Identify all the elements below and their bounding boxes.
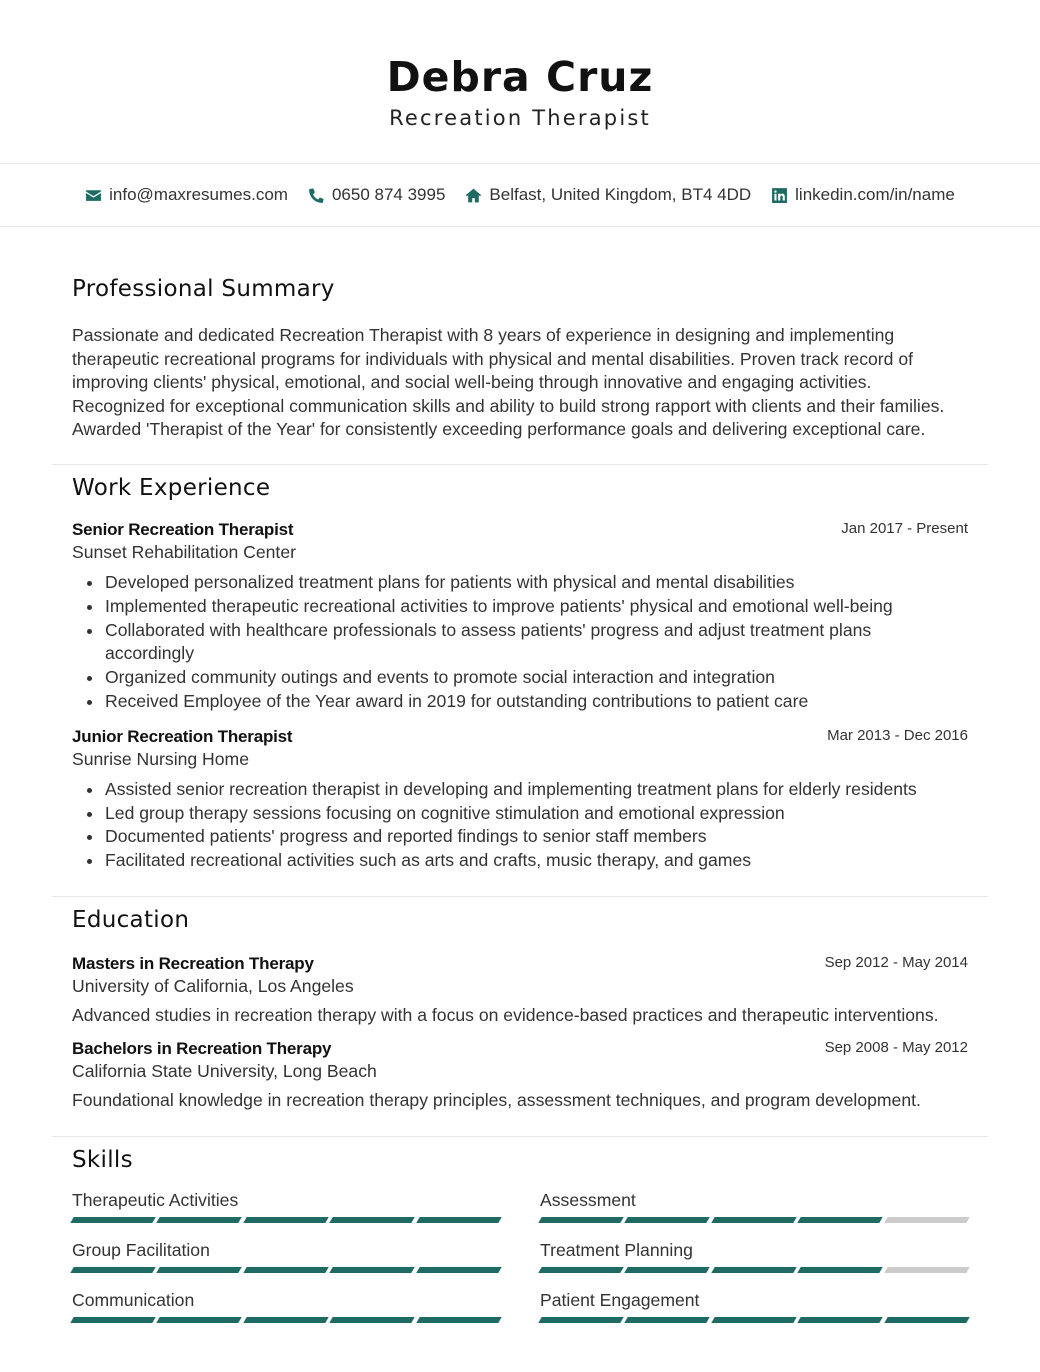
skill-level-segment (416, 1217, 502, 1223)
resume-header (0, 0, 1040, 164)
job-entry (72, 727, 968, 873)
skill-level-segment (416, 1267, 502, 1273)
skill-level-segment (243, 1267, 329, 1273)
contact-linkedin[interactable] (771, 185, 955, 205)
candidate-role: Recreation Therapist (389, 106, 651, 130)
candidate-name: Debra Cruz (386, 53, 654, 101)
bullet-item: Documented patients' progress and reported findings to senior staff members (72, 825, 968, 849)
skill-level-segment (157, 1267, 243, 1273)
education-dates: Sep 2012 - May 2014 (824, 953, 968, 971)
skill-level-segment (884, 1267, 970, 1273)
envelope-icon (85, 187, 102, 204)
skill-level-segment (538, 1267, 624, 1273)
bullet-item: Facilitated recreational activities such as arts and crafts, music therapy, and games (72, 849, 968, 873)
skill-level-segment (884, 1217, 970, 1223)
bullet-item: Received Employee of the Year award in 2019 for outstanding contributions to patient care (72, 690, 968, 714)
linkedin-text: linkedin.com/in/name (795, 185, 955, 204)
skill-level-segment (329, 1217, 415, 1223)
summary-text: Passionate and dedicated Recreation Therapist with 8 years of experience in designing and implementing therapeutic recreational programs for individuals with physical and mental disabilities. Proven track record of improving clients' physical, emotional, and social well-being through innovative and engaging activities. Recognized for exceptional communication skills and ability to build strong rapport with clients and their families. Awarded 'Therapist of the Year' for consistently exceeding performance goals and delivering exceptional care. (72, 325, 945, 440)
bullet-item: Assisted senior recreation therapist in developing and implementing treatment plans for elderly residents (72, 778, 968, 802)
skill-level-segment (70, 1267, 156, 1273)
skill-name: Assessment (540, 1189, 636, 1210)
skill-level-segment (243, 1217, 329, 1223)
skill-level-bar (540, 1217, 968, 1223)
skill-item (72, 1289, 500, 1339)
skills-heading: Skills (72, 1146, 133, 1173)
email-text: info@maxresumes.com (109, 185, 288, 204)
job-header (72, 727, 968, 747)
job-dates: Jan 2017 - Present (841, 519, 968, 537)
skill-level-segment (70, 1317, 156, 1323)
bullet-item: Implemented therapeutic recreational activities to improve patients' physical and emotional well-being (72, 595, 968, 619)
job-company: Sunset Rehabilitation Center (72, 541, 296, 562)
skill-level-segment (538, 1317, 624, 1323)
home-icon (465, 187, 482, 204)
skill-name: Treatment Planning (540, 1239, 693, 1260)
skill-level-segment (70, 1217, 156, 1223)
skill-item (72, 1239, 500, 1289)
summary-heading: Professional Summary (72, 276, 335, 302)
job-bullets (72, 778, 968, 873)
skill-name: Patient Engagement (540, 1289, 700, 1310)
skill-level-segment (625, 1267, 711, 1273)
contact-email[interactable] (85, 185, 288, 205)
job-dates: Mar 2013 - Dec 2016 (827, 726, 968, 744)
contact-phone[interactable] (308, 185, 445, 205)
skill-level-segment (329, 1267, 415, 1273)
skill-level-segment (884, 1317, 970, 1323)
education-description: Foundational knowledge in recreation therapy principles, assessment techniques, and program development. (72, 1089, 921, 1110)
skill-level-segment (157, 1217, 243, 1223)
linkedin-icon (771, 187, 788, 204)
skill-level-segment (711, 1317, 797, 1323)
skill-level-segment (797, 1217, 883, 1223)
education-header (72, 1039, 968, 1059)
skill-item (540, 1239, 968, 1289)
skill-item (540, 1189, 968, 1239)
education-entry (72, 954, 968, 1027)
education-heading: Education (72, 906, 190, 933)
education-dates: Sep 2008 - May 2012 (824, 1038, 968, 1056)
contact-bar (0, 164, 1040, 227)
skill-level-segment (711, 1217, 797, 1223)
job-company: Sunrise Nursing Home (72, 748, 249, 769)
skill-name: Group Facilitation (72, 1239, 210, 1260)
skills-section (0, 1137, 1040, 1339)
skill-level-segment (538, 1217, 624, 1223)
skill-item (72, 1189, 500, 1239)
skill-name: Therapeutic Activities (72, 1189, 239, 1210)
job-title: Senior Recreation Therapist (72, 519, 294, 539)
school-name: California State University, Long Beach (72, 1060, 377, 1081)
bullet-item: Collaborated with healthcare professionals to assess patients' progress and adjust treatment plans accordingly (72, 619, 968, 667)
education-header (72, 954, 968, 974)
contact-address (465, 185, 751, 205)
school-name: University of California, Los Angeles (72, 975, 354, 996)
address-text: Belfast, United Kingdom, BT4 4DD (489, 185, 752, 204)
skill-level-segment (157, 1317, 243, 1323)
skill-level-bar (72, 1217, 500, 1223)
skill-level-segment (625, 1217, 711, 1223)
job-title: Junior Recreation Therapist (72, 726, 293, 746)
job-bullets (72, 571, 968, 714)
skill-level-bar (72, 1267, 500, 1273)
skill-level-segment (243, 1317, 329, 1323)
experience-section (0, 465, 1040, 873)
experience-heading: Work Experience (72, 474, 271, 501)
bullet-item: Organized community outings and events to promote social interaction and integration (72, 666, 968, 690)
skill-level-segment (797, 1267, 883, 1273)
skill-level-bar (540, 1317, 968, 1323)
skill-level-segment (329, 1317, 415, 1323)
education-description: Advanced studies in recreation therapy with a focus on evidence-based practices and therapeutic interventions. (72, 1004, 939, 1025)
bullet-item: Developed personalized treatment plans for patients with physical and mental disabilities (72, 571, 968, 595)
degree-title: Masters in Recreation Therapy (72, 953, 314, 973)
skill-level-segment (797, 1317, 883, 1323)
job-entry (72, 520, 968, 714)
skill-item (540, 1289, 968, 1339)
skills-grid (72, 1189, 968, 1339)
degree-title: Bachelors in Recreation Therapy (72, 1038, 332, 1058)
skill-level-segment (416, 1317, 502, 1323)
job-header (72, 520, 968, 540)
skill-level-bar (72, 1317, 500, 1323)
skill-level-segment (711, 1267, 797, 1273)
skill-level-segment (625, 1317, 711, 1323)
education-entry (72, 1039, 968, 1112)
education-section (0, 897, 1040, 1112)
phone-icon (308, 187, 325, 204)
bullet-item: Led group therapy sessions focusing on cognitive stimulation and emotional expression (72, 802, 968, 826)
skill-name: Communication (72, 1289, 195, 1310)
skill-level-bar (540, 1267, 968, 1273)
phone-text: 0650 874 3995 (331, 185, 446, 204)
summary-section (0, 227, 1040, 442)
